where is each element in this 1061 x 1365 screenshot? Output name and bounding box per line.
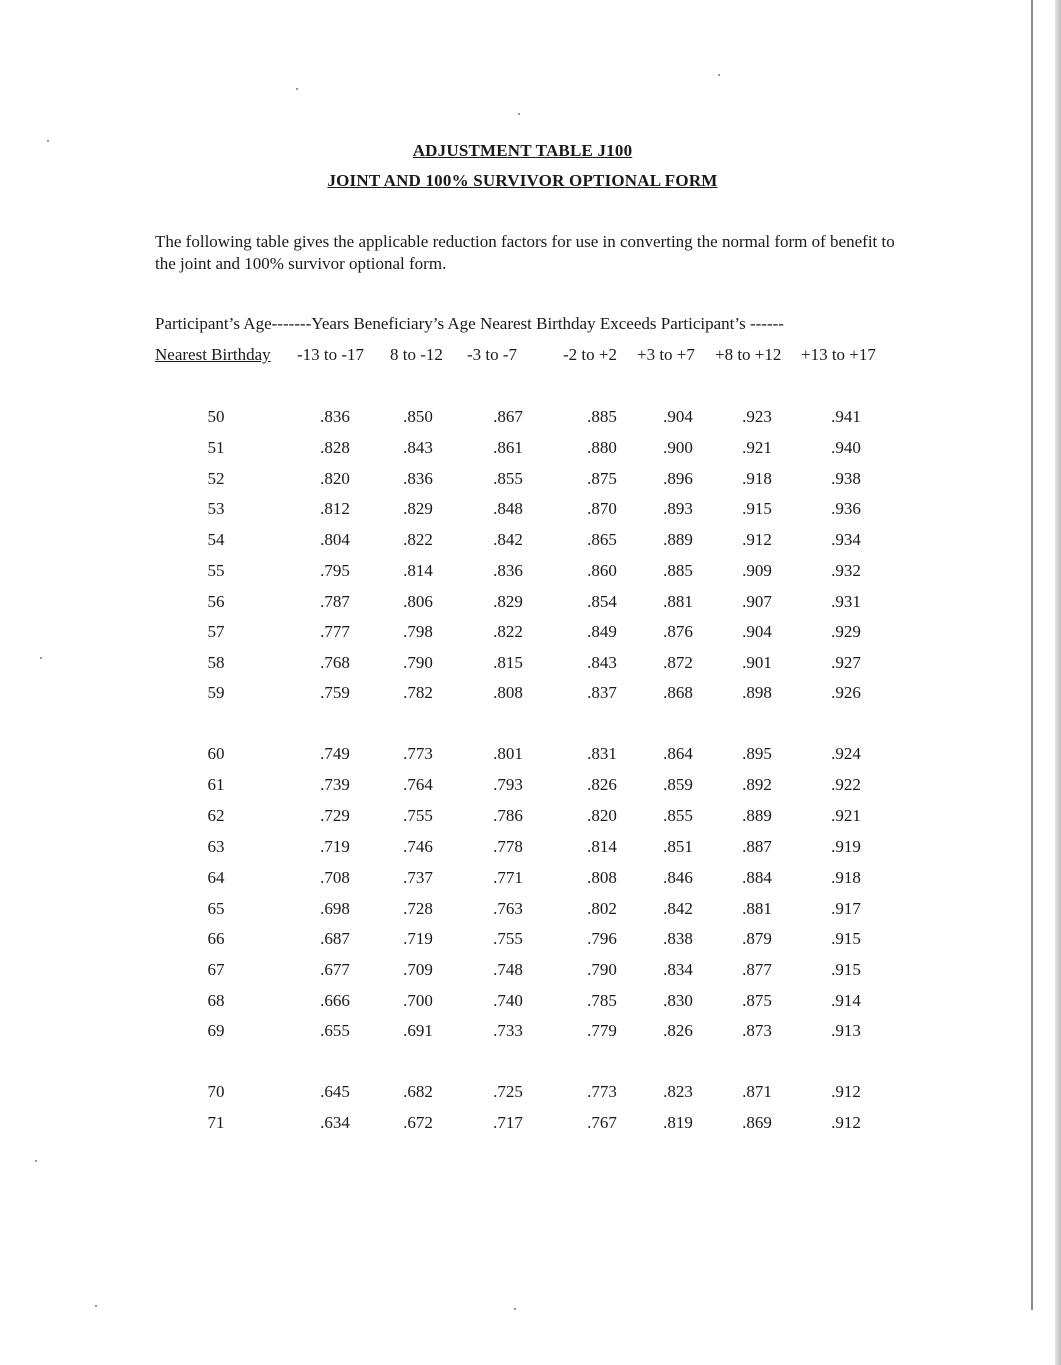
factor-cell: .728 — [403, 899, 433, 918]
factor-cell: .773 — [403, 744, 433, 763]
factor-cell: .826 — [663, 1021, 693, 1040]
factor-cell: .691 — [403, 1021, 433, 1040]
factor-cell: .822 — [493, 622, 523, 641]
factor-cell: .927 — [831, 653, 861, 672]
table-subtitle: JOINT AND 100% SURVIVOR OPTIONAL FORM — [327, 171, 718, 190]
factor-cell: .871 — [742, 1082, 772, 1101]
factor-cell: .901 — [742, 653, 772, 672]
age-cell: 62 — [207, 806, 225, 825]
factor-cell: .838 — [663, 929, 693, 948]
factor-cell: .855 — [663, 806, 693, 825]
factor-cell: .822 — [403, 530, 433, 549]
scan-speck — [47, 140, 49, 142]
age-cell: 68 — [207, 991, 225, 1010]
age-cell: 69 — [207, 1021, 225, 1040]
factor-cell: .881 — [663, 592, 693, 611]
factor-cell: .708 — [320, 868, 350, 887]
factor-cell: .798 — [403, 622, 433, 641]
factor-cell: .896 — [663, 469, 693, 488]
factor-cell: .771 — [493, 868, 523, 887]
factor-cell: .836 — [493, 561, 523, 580]
factor-cell: .829 — [493, 592, 523, 611]
factor-cell: .773 — [587, 1082, 617, 1101]
factor-cell: .877 — [742, 960, 772, 979]
age-cell: 64 — [207, 868, 225, 887]
factor-cell: .672 — [403, 1113, 433, 1132]
factor-cell: .655 — [320, 1021, 350, 1040]
factor-cell: .919 — [831, 837, 861, 856]
factor-cell: .938 — [831, 469, 861, 488]
factor-cell: .855 — [493, 469, 523, 488]
factor-cell: .885 — [663, 561, 693, 580]
factor-cell: .893 — [663, 499, 693, 518]
factor-cell: .801 — [493, 744, 523, 763]
factor-cell: .868 — [663, 683, 693, 702]
factor-cell: .768 — [320, 653, 350, 672]
factor-cell: .828 — [320, 438, 350, 457]
factor-cell: .755 — [493, 929, 523, 948]
factor-cell: .875 — [742, 991, 772, 1010]
factor-cell: .737 — [403, 868, 433, 887]
scan-speck — [95, 1305, 97, 1307]
scan-speck — [40, 657, 42, 659]
age-cell: 57 — [207, 622, 225, 641]
factor-cell: .830 — [663, 991, 693, 1010]
age-cell: 59 — [207, 683, 225, 702]
column-header-8-to-minus12: 8 to -12 — [390, 345, 443, 364]
factor-cell: .634 — [320, 1113, 350, 1132]
page-edge-line — [1031, 0, 1033, 1310]
factor-cell: .829 — [403, 499, 433, 518]
factor-cell: .698 — [320, 899, 350, 918]
age-cell: 54 — [207, 530, 225, 549]
column-header-minus2-to-plus2: -2 to +2 — [563, 345, 617, 364]
factor-cell: .922 — [831, 775, 861, 794]
factor-cell: .873 — [742, 1021, 772, 1040]
factor-cell: .733 — [493, 1021, 523, 1040]
factor-cell: .725 — [493, 1082, 523, 1101]
factor-cell: .815 — [493, 653, 523, 672]
factor-cell: .880 — [587, 438, 617, 457]
factor-cell: .777 — [320, 622, 350, 641]
factor-cell: .746 — [403, 837, 433, 856]
factor-cell: .834 — [663, 960, 693, 979]
scan-speck — [35, 1160, 37, 1162]
factor-cell: .941 — [831, 407, 861, 426]
factor-cell: .802 — [587, 899, 617, 918]
factor-cell: .764 — [403, 775, 433, 794]
factor-cell: .808 — [587, 868, 617, 887]
factor-cell: .843 — [403, 438, 433, 457]
age-cell: 56 — [207, 592, 225, 611]
factor-cell: .749 — [320, 744, 350, 763]
age-cell: 67 — [207, 960, 225, 979]
factor-cell: .826 — [587, 775, 617, 794]
factor-cell: .682 — [403, 1082, 433, 1101]
factor-cell: .790 — [587, 960, 617, 979]
factor-cell: .842 — [663, 899, 693, 918]
factor-cell: .918 — [831, 868, 861, 887]
factor-cell: .806 — [403, 592, 433, 611]
factor-cell: .719 — [403, 929, 433, 948]
factor-cell: .915 — [742, 499, 772, 518]
factor-cell: .936 — [831, 499, 861, 518]
factor-cell: .700 — [403, 991, 433, 1010]
factor-cell: .719 — [320, 837, 350, 856]
factor-cell: .836 — [320, 407, 350, 426]
factor-cell: .860 — [587, 561, 617, 580]
factor-cell: .915 — [831, 960, 861, 979]
factor-cell: .814 — [587, 837, 617, 856]
intro-paragraph: The following table gives the applicable reduction factors for use in converting the normal form of benefit to the joint and 100% survivor optional form. — [155, 232, 895, 273]
age-cell: 58 — [207, 653, 225, 672]
factor-cell: .793 — [493, 775, 523, 794]
factor-cell: .709 — [403, 960, 433, 979]
factor-cell: .864 — [663, 744, 693, 763]
factor-cell: .909 — [742, 561, 772, 580]
factor-cell: .808 — [493, 683, 523, 702]
factor-cell: .898 — [742, 683, 772, 702]
factor-cell: .748 — [493, 960, 523, 979]
table-title: ADJUSTMENT TABLE J100 — [412, 141, 633, 160]
factor-cell: .889 — [742, 806, 772, 825]
factor-cell: .790 — [403, 653, 433, 672]
factor-cell: .900 — [663, 438, 693, 457]
age-cell: 71 — [207, 1113, 225, 1132]
factor-cell: .869 — [742, 1113, 772, 1132]
factor-cell: .767 — [587, 1113, 617, 1132]
factor-cell: .859 — [663, 775, 693, 794]
age-cell: 61 — [207, 775, 225, 794]
factor-cell: .885 — [587, 407, 617, 426]
column-header-age: Nearest Birthday — [155, 345, 271, 364]
factor-cell: .850 — [403, 407, 433, 426]
factor-cell: .677 — [320, 960, 350, 979]
column-header-plus8-to-plus12: +8 to +12 — [715, 345, 782, 364]
factor-cell: .814 — [403, 561, 433, 580]
factor-cell: .887 — [742, 837, 772, 856]
factor-cell: .687 — [320, 929, 350, 948]
factor-cell: .763 — [493, 899, 523, 918]
factor-cell: .831 — [587, 744, 617, 763]
factor-cell: .778 — [493, 837, 523, 856]
factor-cell: .923 — [742, 407, 772, 426]
column-header-minus13-to-minus17: -13 to -17 — [297, 345, 365, 364]
factor-cell: .870 — [587, 499, 617, 518]
age-cell: 70 — [207, 1082, 225, 1101]
age-cell: 65 — [207, 899, 225, 918]
factor-cell: .884 — [742, 868, 772, 887]
scan-speck — [514, 1308, 516, 1310]
factor-cell: .779 — [587, 1021, 617, 1040]
factor-cell: .929 — [831, 622, 861, 641]
factor-cell: .851 — [663, 837, 693, 856]
factor-cell: .854 — [587, 592, 617, 611]
factor-cell: .921 — [831, 806, 861, 825]
factor-cell: .842 — [493, 530, 523, 549]
factor-cell: .918 — [742, 469, 772, 488]
column-header-plus13-to-plus17: +13 to +17 — [801, 345, 876, 364]
column-header-minus3-to-minus7: -3 to -7 — [467, 345, 518, 364]
factor-cell: .904 — [742, 622, 772, 641]
column-header-plus3-to-plus7: +3 to +7 — [637, 345, 695, 364]
factor-cell: .782 — [403, 683, 433, 702]
factor-cell: .931 — [831, 592, 861, 611]
factor-cell: .861 — [493, 438, 523, 457]
factor-cell: .740 — [493, 991, 523, 1010]
age-cell: 63 — [207, 837, 225, 856]
factor-cell: .872 — [663, 653, 693, 672]
factor-cell: .924 — [831, 744, 861, 763]
factor-cell: .846 — [663, 868, 693, 887]
scan-speck — [296, 88, 298, 90]
factor-cell: .912 — [831, 1082, 861, 1101]
factor-cell: .836 — [403, 469, 433, 488]
factor-cell: .755 — [403, 806, 433, 825]
factor-cell: .881 — [742, 899, 772, 918]
factor-cell: .787 — [320, 592, 350, 611]
factor-cell: .666 — [320, 991, 350, 1010]
age-cell: 52 — [207, 469, 225, 488]
factor-cell: .820 — [320, 469, 350, 488]
scan-speck — [518, 113, 520, 115]
age-cell: 51 — [207, 438, 225, 457]
factor-cell: .921 — [742, 438, 772, 457]
age-cell: 53 — [207, 499, 225, 518]
factor-cell: .892 — [742, 775, 772, 794]
factor-cell: .875 — [587, 469, 617, 488]
factor-cell: .804 — [320, 530, 350, 549]
factor-cell: .843 — [587, 653, 617, 672]
factor-cell: .889 — [663, 530, 693, 549]
factor-cell: .917 — [831, 899, 861, 918]
factor-cell: .912 — [742, 530, 772, 549]
factor-cell: .717 — [493, 1113, 523, 1132]
factor-cell: .739 — [320, 775, 350, 794]
factor-cell: .837 — [587, 683, 617, 702]
factor-cell: .848 — [493, 499, 523, 518]
age-cell: 50 — [207, 407, 225, 426]
factor-cell: .785 — [587, 991, 617, 1010]
factor-cell: .820 — [587, 806, 617, 825]
factor-cell: .926 — [831, 683, 861, 702]
factor-cell: .913 — [831, 1021, 861, 1040]
factor-cell: .932 — [831, 561, 861, 580]
scan-speck — [718, 74, 720, 76]
factor-cell: .812 — [320, 499, 350, 518]
factor-cell: .786 — [493, 806, 523, 825]
factor-cell: .895 — [742, 744, 772, 763]
factor-cell: .645 — [320, 1082, 350, 1101]
column-group-header: Participant’s Age-------Years Beneficiary’s Age Nearest Birthday Exceeds Participant’s ------ — [155, 314, 784, 333]
factor-cell: .876 — [663, 622, 693, 641]
factor-cell: .865 — [587, 530, 617, 549]
factor-cell: .759 — [320, 683, 350, 702]
factor-cell: .823 — [663, 1082, 693, 1101]
age-cell: 60 — [207, 744, 225, 763]
factor-cell: .879 — [742, 929, 772, 948]
factor-cell: .795 — [320, 561, 350, 580]
factor-cell: .867 — [493, 407, 523, 426]
factor-cell: .729 — [320, 806, 350, 825]
factor-cell: .934 — [831, 530, 861, 549]
factor-cell: .849 — [587, 622, 617, 641]
factor-cell: .940 — [831, 438, 861, 457]
factor-cell: .907 — [742, 592, 772, 611]
age-cell: 66 — [207, 929, 225, 948]
factor-cell: .915 — [831, 929, 861, 948]
age-cell: 55 — [207, 561, 225, 580]
factor-cell: .819 — [663, 1113, 693, 1132]
page-edge-shadow — [1055, 0, 1061, 1365]
factor-cell: .796 — [587, 929, 617, 948]
factor-cell: .914 — [831, 991, 861, 1010]
factor-cell: .904 — [663, 407, 693, 426]
factor-cell: .912 — [831, 1113, 861, 1132]
